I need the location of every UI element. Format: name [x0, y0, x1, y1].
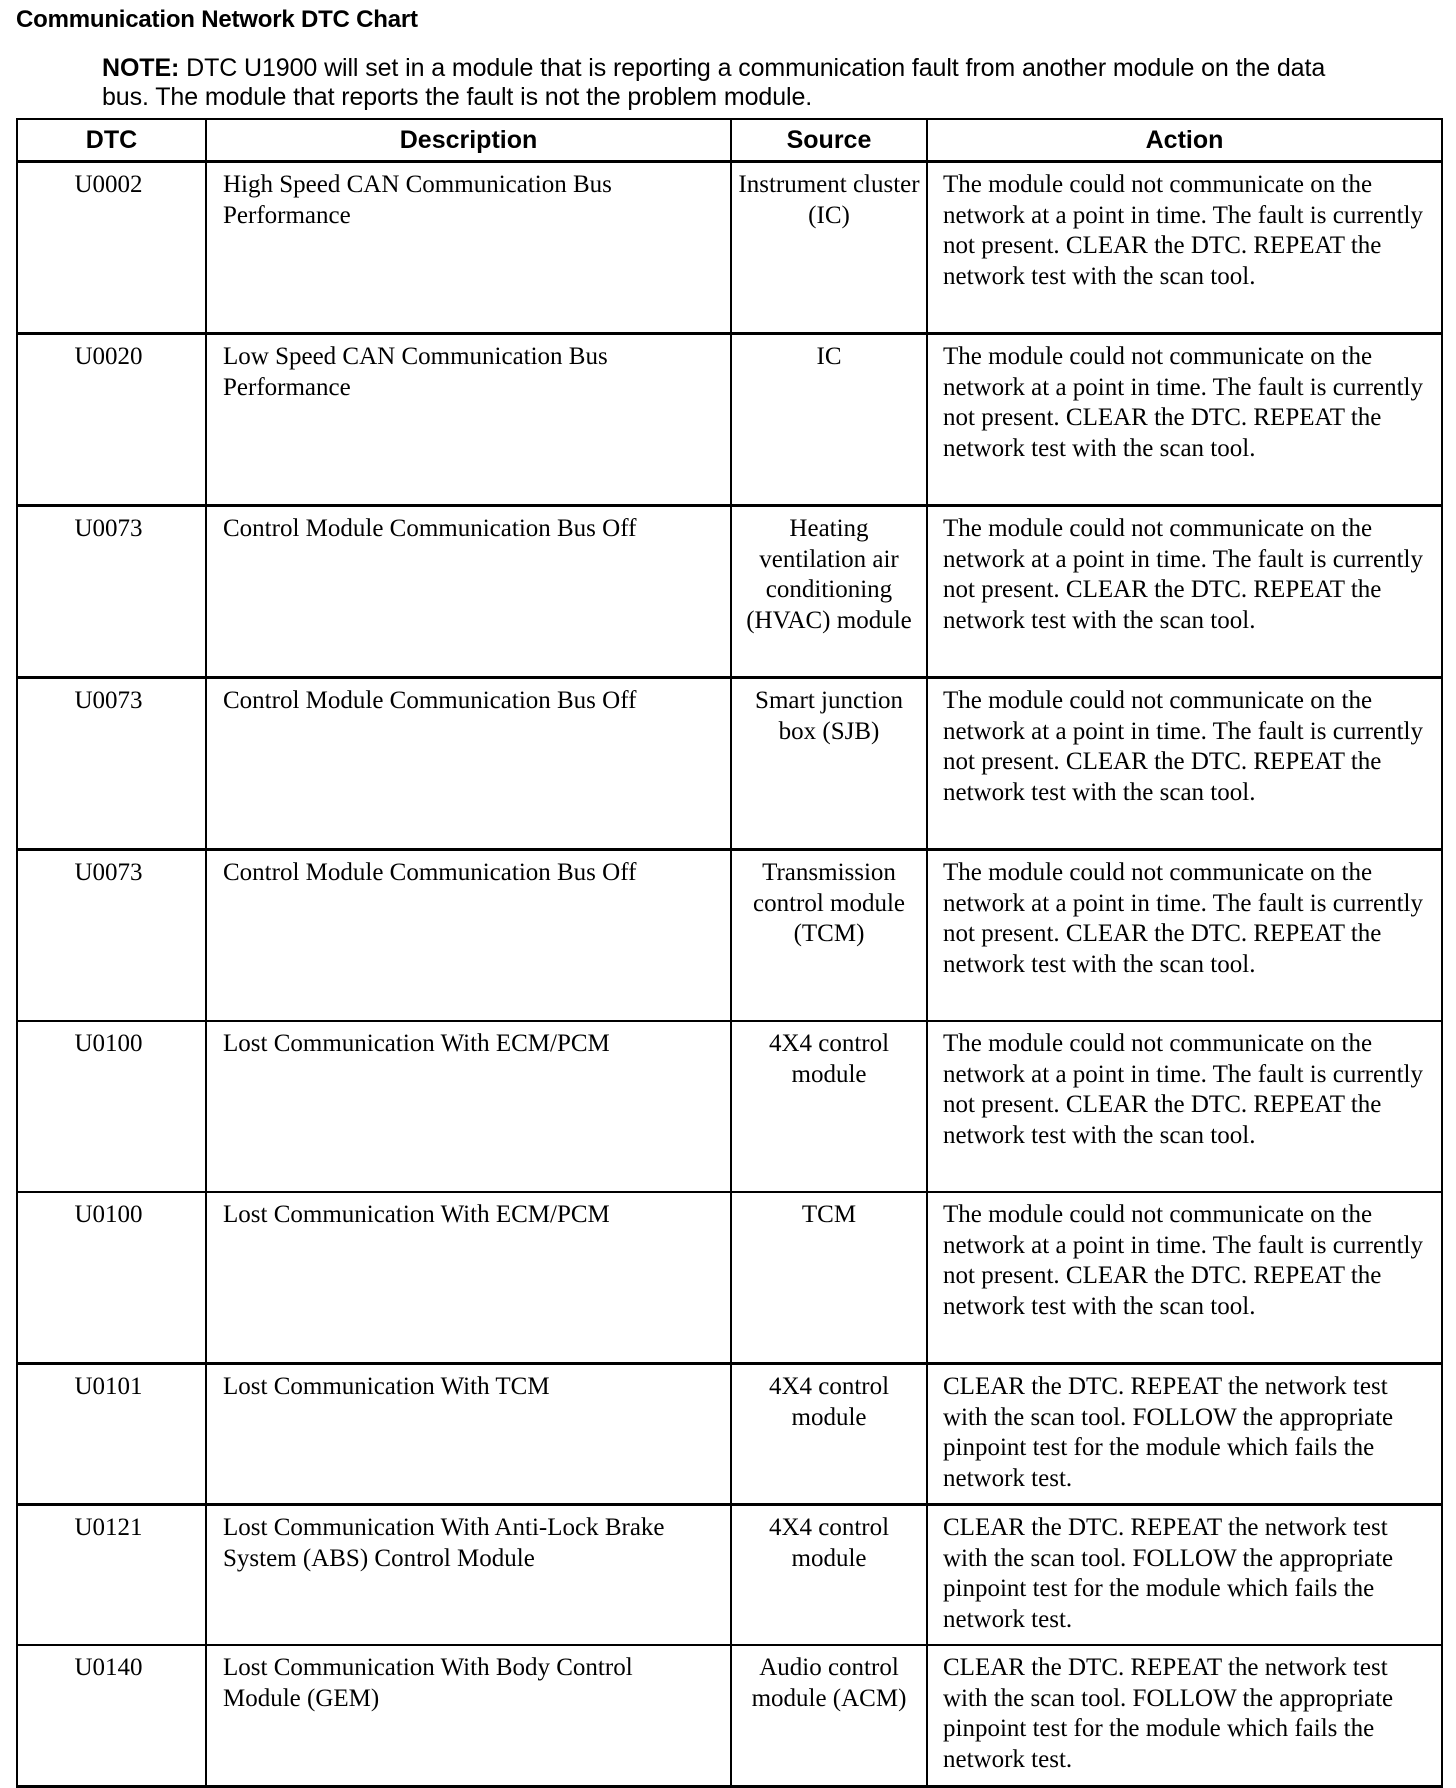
document-title: Communication Network DTC Chart — [16, 6, 418, 33]
header-action: Action — [927, 119, 1442, 162]
dtc-code: U0121 — [17, 1505, 206, 1646]
dtc-action: CLEAR the DTC. REPEAT the network test with the scan tool. FOLLOW the appropriate pinpoint test for the module which fails the network test. — [927, 1505, 1442, 1646]
table-header-row — [17, 119, 1442, 162]
dtc-code: U0140 — [17, 1645, 206, 1787]
dtc-action: The module could not communicate on the network at a point in time. The fault is currently not present. CLEAR the DTC. REPEAT the network test with the scan tool. — [927, 334, 1442, 506]
dtc-source: IC — [731, 334, 927, 506]
dtc-code: U0073 — [17, 506, 206, 678]
dtc-description: Lost Communication With ECM/PCM — [206, 1192, 731, 1364]
note-label: NOTE: — [102, 54, 180, 82]
dtc-code: U0073 — [17, 678, 206, 850]
table-row — [17, 1505, 1442, 1646]
table-row — [17, 1021, 1442, 1192]
note-text: DTC U1900 will set in a module that is reporting a communication fault from another module on the data bus. The module that reports the fault is not the problem module. — [102, 54, 1326, 111]
table-row — [17, 162, 1442, 334]
note-paragraph — [102, 54, 1352, 112]
dtc-description: High Speed CAN Communication Bus Performance — [206, 162, 731, 334]
dtc-action: The module could not communicate on the network at a point in time. The fault is currently not present. CLEAR the DTC. REPEAT the network test with the scan tool. — [927, 162, 1442, 334]
dtc-code: U0101 — [17, 1364, 206, 1505]
dtc-description: Control Module Communication Bus Off — [206, 850, 731, 1022]
table-row — [17, 678, 1442, 850]
dtc-description: Control Module Communication Bus Off — [206, 678, 731, 850]
dtc-source: 4X4 control module — [731, 1505, 927, 1646]
dtc-source: Instrument cluster (IC) — [731, 162, 927, 334]
table-row — [17, 1645, 1442, 1787]
dtc-action: CLEAR the DTC. REPEAT the network test with the scan tool. FOLLOW the appropriate pinpoint test for the module which fails the network test. — [927, 1645, 1442, 1787]
dtc-table — [16, 118, 1443, 1788]
dtc-action: The module could not communicate on the network at a point in time. The fault is currently not present. CLEAR the DTC. REPEAT the network test with the scan tool. — [927, 506, 1442, 678]
table-row — [17, 850, 1442, 1022]
dtc-source: Audio control module (ACM) — [731, 1645, 927, 1787]
dtc-code: U0020 — [17, 334, 206, 506]
table-row — [17, 1364, 1442, 1505]
dtc-description: Low Speed CAN Communication Bus Performance — [206, 334, 731, 506]
dtc-code: U0073 — [17, 850, 206, 1022]
header-source: Source — [731, 119, 927, 162]
table-row — [17, 506, 1442, 678]
dtc-source: Smart junction box (SJB) — [731, 678, 927, 850]
table-row — [17, 1192, 1442, 1364]
dtc-source: Transmission control module (TCM) — [731, 850, 927, 1022]
dtc-description: Lost Communication With ECM/PCM — [206, 1021, 731, 1192]
dtc-source: 4X4 control module — [731, 1021, 927, 1192]
header-dtc: DTC — [17, 119, 206, 162]
dtc-action: The module could not communicate on the network at a point in time. The fault is currently not present. CLEAR the DTC. REPEAT the network test with the scan tool. — [927, 1021, 1442, 1192]
dtc-action: The module could not communicate on the network at a point in time. The fault is currently not present. CLEAR the DTC. REPEAT the network test with the scan tool. — [927, 1192, 1442, 1364]
dtc-code: U0100 — [17, 1021, 206, 1192]
dtc-code: U0100 — [17, 1192, 206, 1364]
dtc-action: CLEAR the DTC. REPEAT the network test with the scan tool. FOLLOW the appropriate pinpoint test for the module which fails the network test. — [927, 1364, 1442, 1505]
dtc-description: Lost Communication With TCM — [206, 1364, 731, 1505]
dtc-action: The module could not communicate on the network at a point in time. The fault is currently not present. CLEAR the DTC. REPEAT the network test with the scan tool. — [927, 678, 1442, 850]
table-row — [17, 334, 1442, 506]
dtc-description: Lost Communication With Body Control Module (GEM) — [206, 1645, 731, 1787]
dtc-source: 4X4 control module — [731, 1364, 927, 1505]
dtc-action: The module could not communicate on the network at a point in time. The fault is currently not present. CLEAR the DTC. REPEAT the network test with the scan tool. — [927, 850, 1442, 1022]
dtc-code: U0002 — [17, 162, 206, 334]
dtc-description: Lost Communication With Anti-Lock Brake System (ABS) Control Module — [206, 1505, 731, 1646]
header-description: Description — [206, 119, 731, 162]
dtc-source: Heating ventilation air conditioning (HVAC) module — [731, 506, 927, 678]
dtc-description: Control Module Communication Bus Off — [206, 506, 731, 678]
dtc-source: TCM — [731, 1192, 927, 1364]
